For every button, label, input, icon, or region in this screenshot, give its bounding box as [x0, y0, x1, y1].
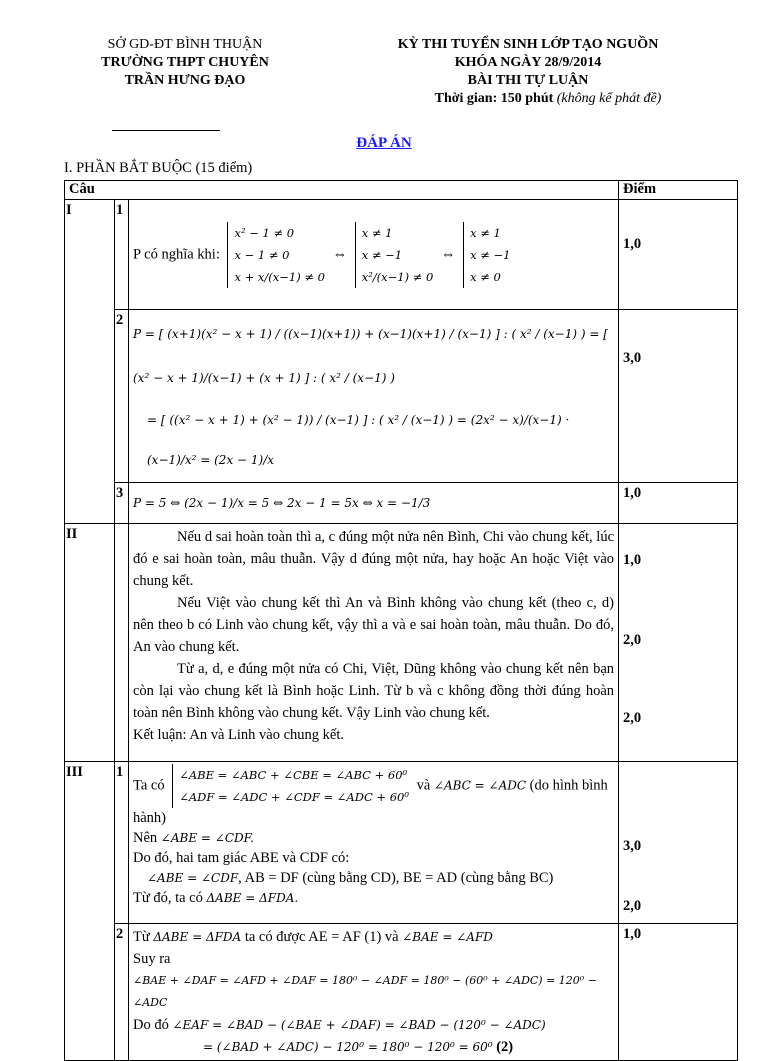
header-right — [318, 36, 738, 108]
question-label: I — [65, 200, 115, 524]
sub-number: 3 — [115, 483, 129, 524]
answer-cell — [129, 483, 619, 524]
time-note: (không kể phát đề) — [556, 91, 662, 106]
text: Từ — [133, 929, 150, 945]
score: 1,0 — [619, 200, 738, 310]
text: Suy ra — [133, 951, 171, 967]
condition: x ≠ −1 — [470, 247, 511, 262]
equation: ∠ADF = ∠ADC + ∠CDF = ∠ADC + 60⁰ — [179, 790, 409, 804]
condition-system-1 — [227, 222, 324, 288]
exam-date: KHÓA NGÀY 28/9/2014 — [454, 55, 602, 70]
answer-table — [64, 180, 738, 1061]
score-column — [619, 524, 738, 762]
exam-time — [318, 90, 738, 108]
time-label: Thời gian: 150 phút — [434, 91, 554, 106]
conclusion: Kết luận: An và Linh vào chung kết. — [133, 727, 345, 743]
score: 1,0 — [619, 483, 738, 524]
condition-system-2 — [355, 222, 434, 288]
answer-text: P có nghĩa khi: — [133, 245, 220, 262]
text: Do đó — [133, 1017, 169, 1033]
answer-cell — [129, 924, 619, 1061]
paragraph: Từ a, d, e đúng một nửa có Chi, Việt, Dũng không vào chung kết nên bạn còn lại vào chung kết là Bình hoặc Linh. Từ b và c không đồng thời đúng hoàn toàn nên Bình không vào chung kết. Vậy Linh vào chung kết. — [133, 661, 615, 721]
sub-number: 1 — [115, 200, 129, 310]
question-label: III — [65, 762, 115, 1061]
score-column — [619, 762, 738, 924]
text: Do đó, hai tam giác ABE và CDF có: — [133, 850, 350, 866]
text: Nên — [133, 830, 158, 846]
sub-number: 2 — [115, 310, 129, 483]
formula-line: P = [ (x+1)(x² − x + 1) / ((x−1)(x+1)) + (x−1)(x+1) / (x−1) ] : ( x² / (x−1) ) = [ (x² − x + 1)/(x−1) + (x + 1) ] : ( x² / (x−1) ) — [133, 327, 608, 385]
condition: x² − 1 ≠ 0 — [234, 225, 295, 240]
answer-cell — [129, 310, 619, 483]
paragraph: Nếu Việt vào chung kết thì An và Bình không vào chung kết (theo c, d) nên theo b có Linh vào chung kết, vậy thì a và e sai hoàn toàn, mâu thuẫn. Do đó, An vào chung kết. — [133, 595, 615, 655]
score: 1,0 — [623, 552, 642, 568]
header-diem: Điểm — [619, 181, 738, 200]
part-title: I. PHẦN BẮT BUỘC (15 điểm) — [64, 160, 253, 176]
paragraph: Nếu d sai hoàn toàn thì a, c đúng một nửa nên Bình, Chi vào chung kết, lúc đó e sai hoàn toàn, mâu thuẫn. Vậy d đúng một nửa, hay hoặc An hoặc Việt vào chung kết. — [133, 529, 615, 589]
header-divider — [112, 130, 220, 131]
score: 2,0 — [623, 710, 642, 726]
table-row — [65, 762, 738, 924]
equation: ∠ABE = ∠CDF — [147, 871, 239, 885]
formula-line: = (∠BAD + ∠ADC) − 120⁰ = 180⁰ − 120⁰ = 60⁰ — [203, 1040, 493, 1054]
question-label: II — [65, 524, 115, 762]
text: Từ đó, ta có — [133, 890, 203, 906]
angle-system — [172, 764, 409, 808]
answer-cell — [129, 524, 619, 762]
score: 3,0 — [619, 310, 738, 483]
condition: x − 1 ≠ 0 — [234, 247, 290, 262]
exam-type: BÀI THI TỰ LUẬN — [467, 73, 589, 88]
department-name: SỞ GD-ĐT BÌNH THUẬN — [107, 37, 263, 52]
formula-line: = [ ((x² − x + 1) + (x² − 1)) / (x−1) ] : ( x² / (x−1) ) = (2x² − x)/(x−1) · (x−1)/x² = (2x − 1)/x — [147, 413, 570, 467]
equation: ∠ABC = ∠ADC — [433, 778, 527, 793]
text: ta có được AE = AF (1) và — [244, 929, 399, 945]
text: , AB = DF (cùng bằng CD), BE = AD (cùng bằng BC) — [238, 870, 554, 886]
score: 1,0 — [619, 924, 738, 1061]
answer-cell: P có nghĩa khi: x² − 1 ≠ 0 x − 1 ≠ 0 x + x/(x−1) ≠ 0 ⇔ x ≠ 1 x ≠ −1 x²/(x−1) ≠ 0 ⇔ x ≠ 1 x ≠ −1 x ≠ 0 — [129, 200, 619, 310]
table-row — [65, 924, 738, 1061]
equation: ∠ABE = ∠CDF. — [160, 831, 254, 845]
header-left — [60, 36, 310, 90]
table-row — [65, 524, 738, 762]
exam-title: KỲ THI TUYỂN SINH LỚP TẠO NGUỒN — [397, 37, 659, 52]
table-row — [65, 200, 738, 310]
score: 3,0 — [623, 838, 642, 854]
text: và — [416, 777, 431, 794]
equation: ΔABE = ΔFDA. — [206, 891, 299, 905]
sub-number-empty — [115, 524, 129, 762]
condition: x ≠ 1 — [470, 225, 501, 240]
text: (do hình bình hành) — [133, 777, 608, 826]
school-name-2: TRẦN HƯNG ĐẠO — [124, 73, 246, 88]
condition: x ≠ 0 — [470, 269, 501, 284]
table-header-row — [65, 181, 738, 200]
formula-line: ∠EAF = ∠BAD − (∠BAE + ∠DAF) = ∠BAD − (120⁰ − ∠ADC) — [172, 1018, 546, 1032]
condition: x²/(x−1) ≠ 0 — [361, 269, 434, 284]
condition: x ≠ −1 — [361, 247, 403, 262]
condition: x + x/(x−1) ≠ 0 — [234, 269, 325, 284]
sub-number: 1 — [115, 762, 129, 924]
equation-tag: (2) — [496, 1039, 514, 1055]
score: 2,0 — [623, 898, 642, 914]
school-name: TRƯỜNG THPT CHUYÊN — [101, 55, 269, 70]
equation: ∠BAE = ∠AFD — [402, 930, 493, 944]
condition: x ≠ 1 — [361, 225, 393, 240]
answer-cell — [129, 762, 619, 924]
table-row — [65, 483, 738, 524]
condition-system-3 — [463, 222, 510, 288]
table-row — [65, 310, 738, 483]
equation: ∠ABE = ∠ABC + ∠CBE = ∠ABC + 60⁰ — [179, 768, 408, 782]
answer-title: ĐÁP ÁN — [356, 135, 412, 151]
sub-number: 2 — [115, 924, 129, 1061]
equation: ΔABE = ΔFDA — [153, 930, 242, 944]
formula-line: P = 5 ⇔ (2x − 1)/x = 5 ⇔ 2x − 1 = 5x ⇔ x = −1/3 — [133, 496, 431, 510]
formula-line: ∠BAE + ∠DAF = ∠AFD + ∠DAF = 180⁰ − ∠ADF = 180⁰ − (60⁰ + ∠ADC) = 120⁰ − ∠ADC — [133, 974, 597, 1009]
header-cau: Câu — [65, 181, 619, 200]
text: Ta có — [133, 777, 165, 794]
score: 2,0 — [623, 632, 642, 648]
